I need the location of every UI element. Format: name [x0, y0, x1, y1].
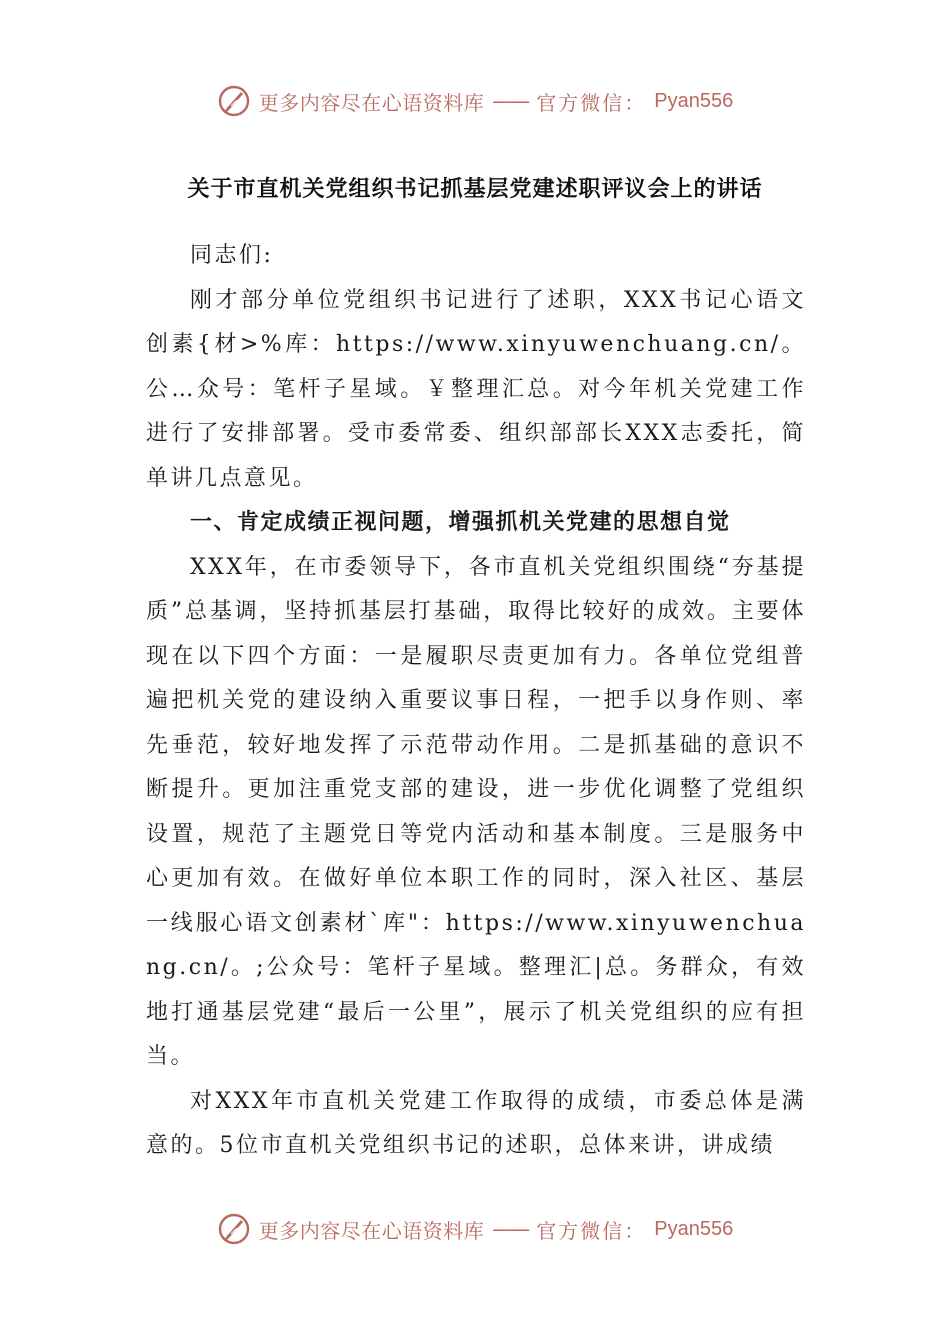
banner-separator: —— — [492, 1217, 529, 1241]
quill-logo-icon — [217, 1212, 251, 1246]
header-watermark-banner — [0, 84, 950, 118]
wechat-label: 官方微信： — [536, 90, 647, 115]
promo-text: 更多内容尽在心语资料库 — [258, 1218, 485, 1243]
paragraph-1: 刚才部分单位党组织书记进行了述职，XXX书记心语文创素{材>%库：https://www.xinyuwenchuang.cn/。公…众号：笔杆子星域。￥整理汇总。对今年机关党建工作进行了安排部署。受市委常委、组织部部长XXX志委托，简单讲几点意见。 — [146, 287, 806, 491]
quill-logo-icon — [217, 84, 251, 118]
wechat-id: Pyan556 — [654, 1217, 734, 1240]
promo-text: 更多内容尽在心语资料库 — [258, 90, 485, 115]
wechat-label: 官方微信： — [536, 1218, 647, 1243]
document-body — [146, 234, 806, 1169]
banner-separator: —— — [492, 89, 529, 113]
document-title: 关于市直机关党组织书记抓基层党建述职评议会上的讲话 — [187, 177, 763, 202]
section-heading-1: 一、肯定成绩正视问题，增强抓机关党建的思想自觉 — [190, 510, 731, 535]
salutation: 同志们: — [190, 243, 274, 268]
footer-watermark-banner — [0, 1212, 950, 1246]
paragraph-2: XXX年，在市委领导下，各市直机关党组织围绕“夯基提质”总基调，坚持抓基层打基础，取得比较好的成效。主要体现在以下四个方面：一是履职尽责更加有力。各单位党组普遍把机关党的建设纳入重要议事日程，一把手以身作则、率先垂范，较好地发挥了示范带动作用。二是抓基础的意识不断提升。更加注重党支部的建设，进一步优化调整了党组织设置，规范了主题党日等党内活动和基本制度。三是服务中心更加有效。在做好单位本职工作的同时，深入社区、基层一线服心语文创素材`库"：https://www.xinyuwenchuang.cn/。;公众号：笔杆子星域。整理汇|总。务群众，有效地打通基层党建“最后一公里”，展示了机关党组织的应有担当。 — [146, 554, 806, 1069]
paragraph-3: 对XXX年市直机关党建工作取得的成绩，市委总体是满意的。5位市直机关党组织书记的述职，总体来讲，讲成绩 — [146, 1088, 806, 1158]
wechat-id: Pyan556 — [654, 89, 734, 112]
